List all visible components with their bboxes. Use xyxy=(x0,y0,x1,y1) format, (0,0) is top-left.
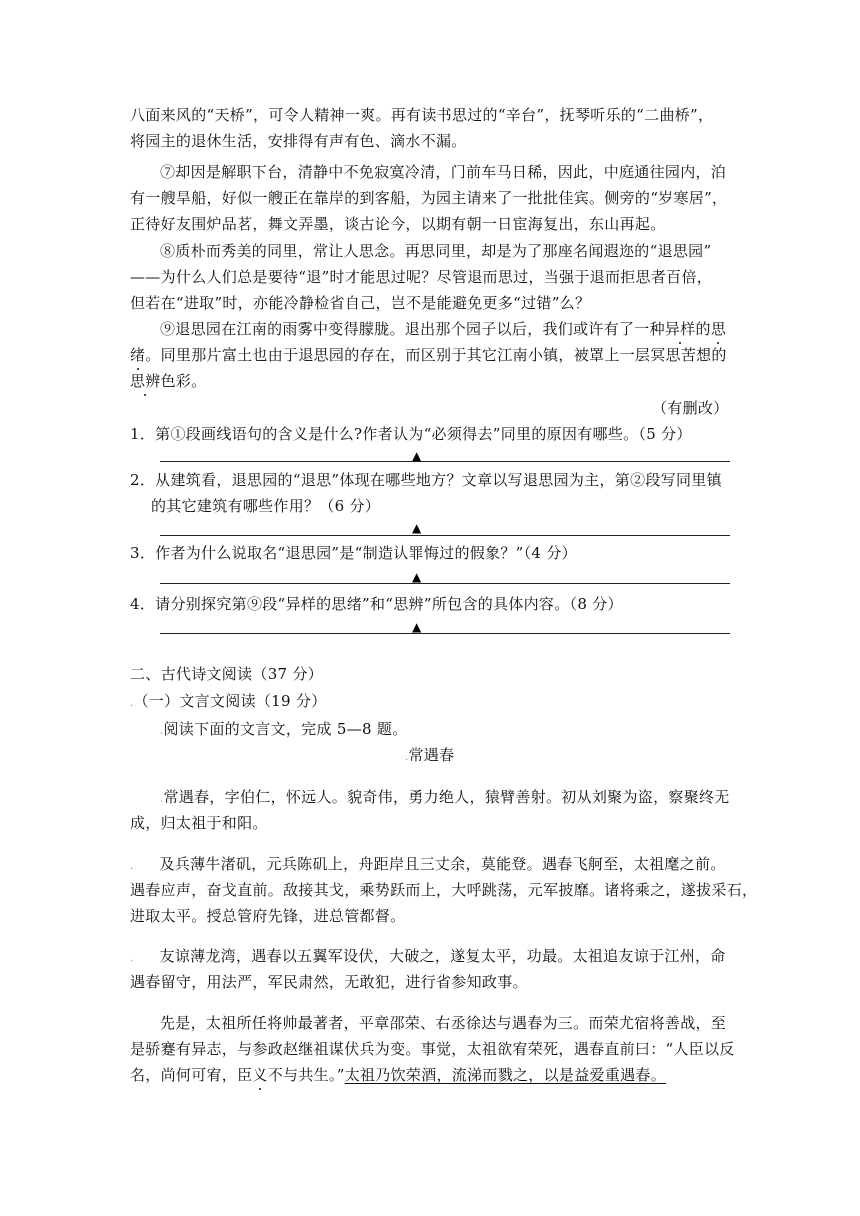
paragraph-mark: . xyxy=(130,698,134,709)
text-run: 常遇春，字伯仁，怀远人。貌奇伟，勇力绝人，猿臂善射。初从刘聚为盗，察聚终无 xyxy=(163,788,730,806)
question-4: 4．请分别探究第⑨段“异样的思绪”和“思辨”所包含的具体内容。（8 分） xyxy=(130,595,623,613)
question-2: 2．从建筑看，退思园的“退思”体现在哪些地方？文章以写退思园为主，第②段写同里镇 xyxy=(130,471,722,489)
text-run: 友谅薄龙湾，遇春以五翼军设伏，大破之，遂复太平，功最。太祖追友谅于江州，命 xyxy=(159,947,726,965)
text-title xyxy=(405,744,454,769)
text-run: 常遇春 xyxy=(408,746,455,764)
emphasis-dotted-text: 思辨 xyxy=(130,372,161,390)
subsection-heading xyxy=(130,690,327,715)
passage-line: 有一艘旱船，好似一艘正在靠岸的到客船，为园主请来了一批批佳宾。侧旁的“岁寒居”， xyxy=(130,189,728,207)
classical-line xyxy=(130,1064,666,1086)
answer-line xyxy=(160,583,730,584)
text-run: 阅读下面的文言文，完成 5—8 题。 xyxy=(163,720,408,738)
classical-paragraph-4: 先是，太祖所任将帅最著者，平章邵荣、右丞徐达与遇春为三。而荣尤宿将善战，至 xyxy=(160,1014,727,1032)
answer-line xyxy=(160,535,730,536)
classical-paragraph-2 xyxy=(130,853,726,878)
emphasis-dotted-text: 义 xyxy=(252,1066,268,1084)
emphasis-dotted-text: 异样 xyxy=(664,320,696,338)
paragraph-mark: . xyxy=(405,752,409,763)
passage-line: 正待好友围炉品茗，舞文弄墨，谈古论今，以期有朝一日宦海复出，东山再起。 xyxy=(130,215,666,233)
answer-line xyxy=(160,633,730,634)
classical-line: 遇春留守，用法严，军民肃然，无敢犯，进行省参知政事。 xyxy=(130,973,528,991)
classical-paragraph-1 xyxy=(160,786,730,811)
text-run: 名，尚何可宥，臣 xyxy=(130,1066,253,1084)
text-run: （一）文言文阅读（19 分） xyxy=(133,692,327,710)
passage-line: ——为什么人们总是要待“退”时才能思过呢？尽管退而思过，当强于退而拒思者百倍， xyxy=(130,268,713,286)
classical-line: 成，归太祖于和阳。 xyxy=(130,814,268,832)
underlined-sentence: 太祖乃饮荣酒，流涕而戮之，以是益爱重遇春。 xyxy=(344,1066,667,1084)
question-1: 1．第①段画线语句的含义是什么?作者认为“必须得去”同里的原因有哪些。（5 分） xyxy=(130,425,692,443)
passage-line xyxy=(130,344,727,366)
text-run: 及兵薄牛渚矶，元兵陈矶上，舟距岸且三丈余，莫能登。遇春飞舸至，太祖麾之前。 xyxy=(159,855,726,873)
question-2-cont: 的其它建筑有哪些作用？（6 分） xyxy=(151,497,381,515)
passage-line: 将园主的退休生活，安排得有声有色、滴水不漏。 xyxy=(130,132,467,150)
passage-line: 但若在“进取”时，亦能冷静检省自己，岂不是能避免更多“过错”么？ xyxy=(130,294,591,312)
question-3: 3．作者为什么说取名“退思园”是“制造认罪悔过的假象？”（4 分） xyxy=(130,544,577,562)
emphasis-dotted-text: 思 xyxy=(710,320,727,338)
source-note: （有删改） xyxy=(652,399,729,417)
classical-paragraph-3 xyxy=(130,945,726,970)
paragraph-mark: . xyxy=(160,794,164,805)
passage-line xyxy=(130,370,207,392)
classical-line: 进取太平。授总管府先锋，进总管都督。 xyxy=(130,907,406,925)
text-run: ⑨退思园在江南的雨雾中变得朦胧。退出那个园子以后，我们或许有了一种 xyxy=(160,320,665,338)
answer-marker-triangle: ▲ xyxy=(412,620,422,634)
text-run: 的 xyxy=(695,320,711,338)
paragraph-mark: . xyxy=(130,953,134,964)
answer-marker-triangle: ▲ xyxy=(412,449,422,463)
answer-line xyxy=(160,461,730,462)
emphasis-dotted-text: 绪 xyxy=(130,346,146,364)
text-run: 。同里那片富土也由于退思园的存在，而区别于其它江南小镇，被罩上一层冥思苦想的 xyxy=(145,346,727,364)
text-run: 不与共生。” xyxy=(267,1066,345,1084)
section-heading: 二、古代诗文阅读（37 分） xyxy=(130,665,324,683)
answer-marker-triangle: ▲ xyxy=(412,521,422,535)
paragraph-8: ⑧质朴而秀美的同里，常让人思念。再思同里，却是为了那座名闻遐迩的“退思园” xyxy=(160,242,712,260)
answer-marker-triangle: ▲ xyxy=(412,570,422,584)
classical-line: 是骄蹇有异志，与参政赵继祖谋伏兵为变。事觉，太祖欲宥荣死，遇春直前曰：“人臣以反 xyxy=(130,1040,735,1058)
paragraph-mark: . xyxy=(130,861,134,872)
paragraph-7: ⑦却因是解职下台，清静中不免寂寞冷清，门前车马日稀，因此，中庭通往园内，泊 xyxy=(160,163,727,181)
text-run: 色彩。 xyxy=(160,372,207,390)
classical-line: 遇春应声，奋戈直前。敌接其戈，乘势跃而上，大呼跳荡，元军披靡。诸将乘之，遂拔采石， xyxy=(130,881,758,899)
paragraph-9 xyxy=(160,318,726,340)
passage-line: 八面来风的“天桥”，可令人精神一爽。再有读书思过的“辛台”，抚琴听乐的“二曲桥”， xyxy=(130,106,714,124)
paragraph-mark: . xyxy=(160,726,164,737)
instruction xyxy=(160,718,408,743)
